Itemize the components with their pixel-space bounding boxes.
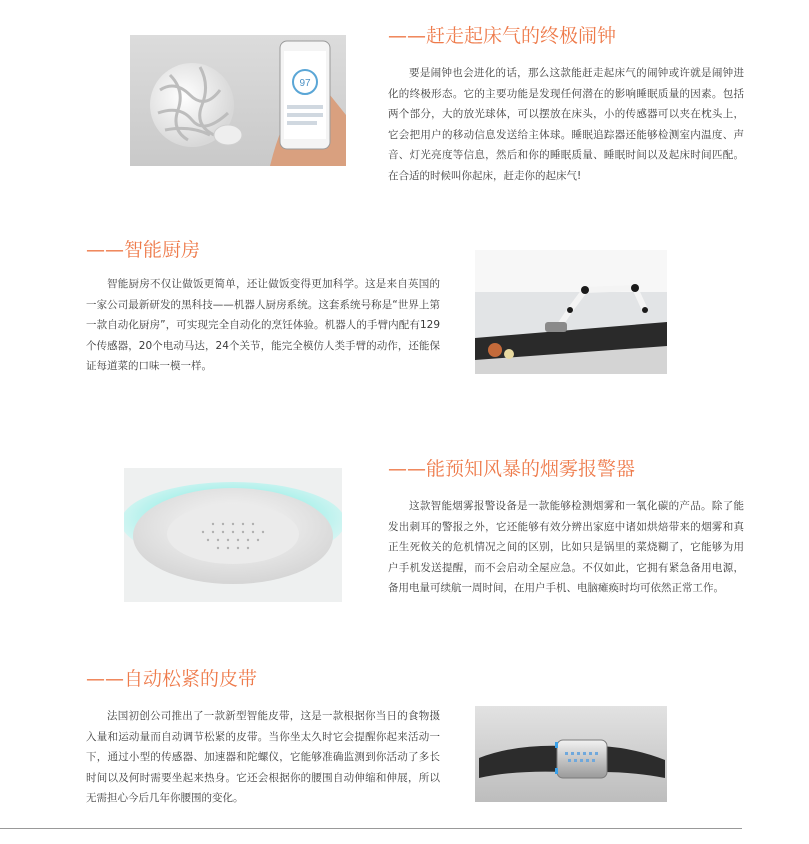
footer-divider <box>0 828 742 829</box>
smart-belt-photo <box>475 706 667 802</box>
section-title-smart-kitchen: ——智能厨房 <box>86 239 201 261</box>
smoke-alarm-photo <box>124 468 342 602</box>
sleep-tracker-photo <box>130 35 346 166</box>
section-text-smart-kitchen: 智能厨房不仅让做饭更简单，还让做饭变得更加科学。这是来自英国的一家公司最新研发的黑科技——机器人厨房系统。这套系统号称是“世界上第一款自动化厨房”，可实现完全自动化的烹饪体验。机器人的手臂内配有129个传感器，20个电动马达，24个关节，能完全模仿人类手臂的动作，还能保证每道菜的口味一模一样。 <box>86 278 440 372</box>
svg-text:97: 97 <box>299 78 311 89</box>
section-text-alarm-clock: 要是闹钟也会进化的话，那么这款能赶走起床气的闹钟或许就是闹钟进化的终极形态。它的主要功能是发现任何潜在的影响睡眠质量的因素。包括两个部分，大的放光球体，可以摆放在床头，小的传感器可以夹在枕头上，它会把用户的移动信息发送给主体球。睡眠追踪器还能够检测室内温度、声音、灯光亮度等信息，然后和你的睡眠质量、睡眠时间以及起床时间匹配。在合适的时候叫你起床，赶走你的起床气! <box>388 67 744 182</box>
section-text-smoke-alarm: 这款智能烟雾报警设备是一款能够检测烟雾和一氧化碳的产品。除了能发出刺耳的警报之外，它还能够有效分辨出家庭中诸如烘焙带来的烟雾和真正生死攸关的危机情况之间的区别，比如只是锅里的菜烧糊了，它能够为用户手机发送提醒，而不会启动全屋应急。不仅如此，它拥有紧急备用电源，备用电量可续航一周时间，在用户手机、电脑瘫痪时均可依然正常工作。 <box>388 500 744 594</box>
section-title-smart-belt: ——自动松紧的皮带 <box>86 668 258 690</box>
section-title-alarm-clock: ——赶走起床气的终极闹钟 <box>388 25 617 47</box>
robot-kitchen-photo <box>475 250 667 374</box>
section-title-smoke-alarm: ——能预知风暴的烟雾报警器 <box>388 458 636 480</box>
section-text-smart-belt: 法国初创公司推出了一款新型智能皮带，这是一款根据你当日的食物摄入量和运动量而自动调节松紧的皮带。当你坐太久时它会提醒你起来活动一下，通过小型的传感器、加速器和陀螺仪，它能够准确监测到你活动了多长时间以及何时需要坐起来热身。它还会根据你的腰围自动伸缩和伸展，所以无需担心今后几年你腰围的变化。 <box>86 710 440 804</box>
